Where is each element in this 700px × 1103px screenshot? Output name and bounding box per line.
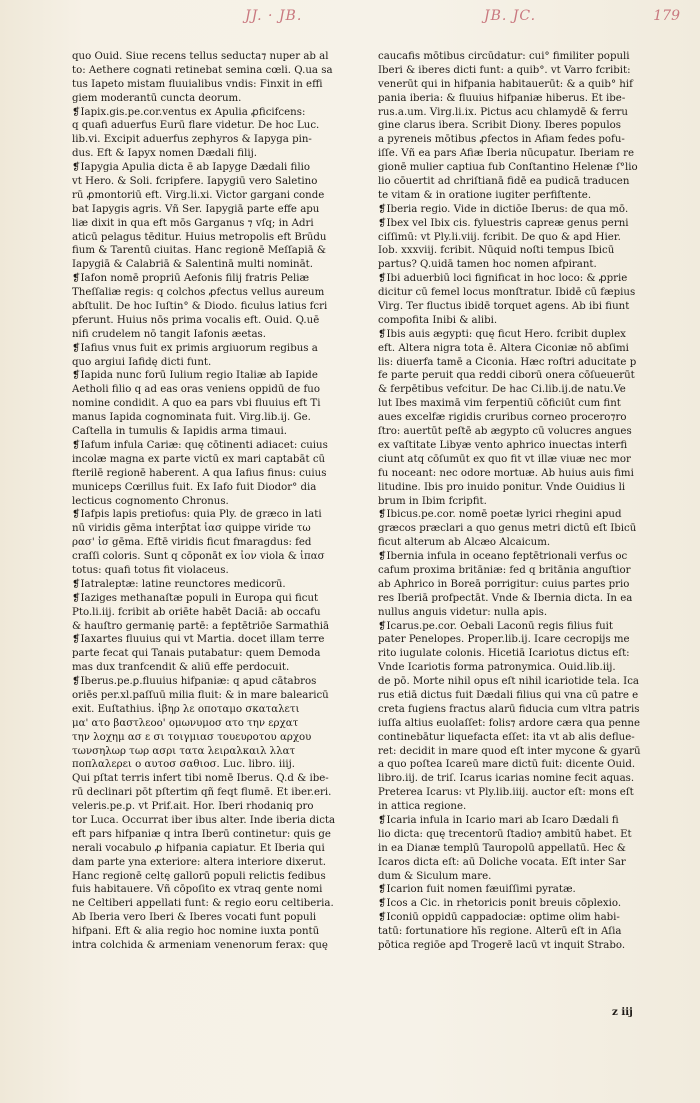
text-line: vt Hero. & Soli. fcripfere. Iapygiū vero Saletino (72, 176, 318, 188)
text-line: continebātur liquefacta eſſet: ita vt ab alis deflue- (378, 731, 635, 743)
text-line: græcos præclari a quo genus metri dictū eſt Ibicū (378, 523, 637, 535)
text-line: compofita Inibi & alibi. (378, 314, 498, 326)
text-line: ficut alterum ab Alcæo Alcaicum. (378, 537, 551, 549)
text-line: ciunt atq cōſumūt ex quo fit vt illæ viuæ nec mor (378, 453, 631, 465)
text-line: Vnde Icariotis forma patronymica. Ouid.lib.iij. (378, 662, 616, 674)
text-line: fuis habitauere. Vñ cōpoſito ex vtraq gente nomi (72, 884, 323, 896)
text-line: Iob. xxxviij. fcribit. Nūquid noſti tempus Ibicū (378, 245, 615, 257)
handwritten-note-left: JJ. · JB. (245, 8, 303, 24)
text-line: ❡Iaziges methanaſtæ populi in Europa qui ficut (72, 592, 319, 604)
text-line: in ea Dianæ templū Tauropolū appellatū. Hec & (378, 842, 626, 854)
text-line: fterilē regionē haberent. A qua Iafius finus: cuius (72, 467, 327, 479)
text-line: eft. Altera nigra tota ē. Altera Ciconiæ nō abſimi (378, 342, 629, 354)
text-line: gine clarus ibera. Scribit Diony. Iberes populos (378, 120, 621, 132)
text-line: fu noceant: nec odore mortuæ. Ab huius auis fimi (378, 467, 634, 479)
text-line: ❡Iatraleptæ: latine reunctores medicorū. (72, 578, 286, 590)
text-line: ❡Iafius vnus fuit ex primis argiuorum regibus a (72, 342, 318, 354)
text-line: incolæ magna ex parte victū ex mari captabāt cū (72, 453, 326, 465)
text-line: ❡Iapida nunc forū Iulium regio Italiæ ab Iapide (72, 370, 318, 382)
text-line: nomine condidit. A quo ea pars vbi fluuius eft Ti (72, 398, 321, 410)
right-text-column (378, 50, 668, 953)
text-line: tor Luca. Occurrat iber ibus alter. Inde iberia dicta (72, 814, 336, 826)
signature-mark: z iij (612, 1006, 633, 1018)
text-line: brum in Ibim fcripfit. (378, 495, 487, 507)
text-line: τωνσηλωρ τωρ ασρι τατα λειραλκαιλ λλατ (72, 745, 296, 757)
text-line: quo Ouid. Siue recens tellus seducta⁊ nuper ab al (72, 51, 329, 62)
text-line: ποπλαλερει ο αυτοσ σαθιοσ. Luc. libro. iiij. (72, 759, 296, 771)
text-line: intra colchida & armeniam venenorum ferax: quę (72, 940, 328, 951)
text-line: Aetholi filio q ad eas oras veniens oppidū de fuo (72, 384, 320, 396)
text-line: gionē mulier captiua fub Conſtantino Helenæ ſ°lio (378, 162, 638, 174)
text-line: partus? Q.uidā tamen hoc nomen afpirant. (378, 259, 597, 271)
text-line: aticū pelagus tēditur. Huius metropolis eft Brūdu (72, 231, 327, 243)
text-line: ❡Icarion fuit nomen fæuiſſimi pyratæ. (378, 884, 576, 896)
text-line: pferunt. Huius nōs prima vocalis eft. Ouid. Q.uē (72, 314, 320, 326)
text-line: quo argiui Iafidę dicti funt. (72, 356, 212, 368)
text-line: oriēs per.xl.paſſuū milia fluit: & in mare balearicū (72, 689, 329, 701)
text-line: ❡Ibernia infula in oceano feptētrionali verfus oc (378, 551, 628, 563)
text-line: nerali vocabulo ꝓ hifpania capiatur. Et Iberia qui (72, 842, 325, 854)
text-line: rū declinari pōt pſtertim qñ feqt flumē. Et iber.eri. (72, 787, 332, 799)
text-line: caucafis mōtibus circūdatur: cui° fimiliter populi (378, 51, 630, 62)
text-line: ❡Iafon nomē propriū Aefonis filij fratris Peliæ (72, 273, 310, 285)
text-line: eft pars hifpaniæ q intra Iberū continetur: quis ge (72, 828, 331, 840)
text-line: Icaros dicta eſt: aū Doliche vocata. Eſt inter Sar (378, 856, 626, 868)
text-line: lecticus cognomento Chronus. (72, 495, 229, 507)
text-line: parte fecat qui Tanais putabatur: quem Demoda (72, 648, 321, 660)
text-line: liæ dixit in qua eft mōs Garganus ⁊ vſq; in Adri (72, 217, 314, 229)
text-line: dus. Eft & Iapyx nomen Dædali filij. (72, 148, 257, 160)
text-line: ret: decidit in mare quod eſt inter mycone & gyarū (378, 745, 641, 757)
text-line: ρασ' ἰσ gēma. Eftē viridis ficut fmaragdus: fed (72, 537, 312, 549)
text-line: ❡Iberus.pe.ꝑ.fluuius hifpaniæ: q apud cātabros (72, 676, 317, 688)
text-line: Pto.li.iij. fcribit ab oriēte habēt Daciā: ab occafu (72, 606, 321, 618)
text-line: ex vaſtitate Libyæ vento aphrico inuectas interfi (378, 439, 628, 451)
text-line: ❡Iapygia Apulia dicta ē ab Iapyge Dædali filio (72, 162, 310, 174)
text-line: rus etiā dictus fuit Dædali filius qui vna cū patre e (378, 689, 639, 701)
text-line: mas dux tranfcendit & aliū effe perdocuit. (72, 662, 290, 674)
text-line: pania iberia: & fluuius hifpaniæ hiberus. Et ibe- (378, 92, 626, 104)
text-line: tus Iapeto mistam fluuialibus vndis: Finxit in effi (72, 78, 323, 90)
text-line: lio cōuertit ad chriſtianā fidē ea pudicā traducen (378, 176, 630, 188)
text-line: creta fugiens fractus alarū fiducia cum vltra patris (378, 703, 640, 715)
text-line: de pō. Morte nihil opus eſt nihil icariotide tela. Ica (378, 676, 639, 688)
text-line: ❡Iafum infula Cariæ: quę cōtinenti adiacet: cuius (72, 439, 328, 451)
text-line: craſſi coloris. Sunt q cōponāt ex ἰον viola & ἰπασ (72, 551, 325, 563)
left-text-column (72, 50, 362, 953)
text-line: ciſſimū: vt Ply.li.viij. fcribit. De quo & apd Hier. (378, 231, 621, 243)
text-line: municeps Cœrillus fuit. Ex Iafo fuit Diodor° dia (72, 481, 317, 493)
text-line: dam parte yna exteriore: altera interiore dixerut. (72, 856, 326, 868)
text-line: fium & Tarentū ciuitas. Hanc regionē Meſſapiā & (72, 245, 326, 257)
text-line: Iberi & iberes dicti funt: a quib°. vt Varro fcribit: (378, 64, 631, 76)
text-line: lib.vi. Excipit aduerfus zephyros & Iapyga pin- (72, 134, 312, 146)
text-line: Virg. Ter fluctus ibidē torquet agens. Ab ibi fiunt (378, 301, 630, 313)
text-line: pater Penelopes. Proper.lib.ij. Icare cecropijs me (378, 634, 630, 646)
text-line: veleris.pe.ꝑ. vt Prif.ait. Hor. Iberi rhodaniq pro (72, 801, 314, 813)
text-line: ❡Icarus.pe.cor. Oebali Laconū regis filius fuit (378, 620, 614, 632)
text-line: dicitur cū femel locus monſtratur. Ibidē cū fæpius (378, 287, 636, 299)
text-line: rū ꝓmontoriū eft. Virg.li.xi. Victor gargani conde (72, 189, 325, 201)
text-line: nullus anguis videtur: nulla apis. (378, 606, 548, 618)
text-line: lio dicta: quę trecentorū ſtadio⁊ ambitū habet. Et (378, 828, 632, 840)
folio-number: 179 (653, 8, 680, 24)
text-line: ❡Ibi aduerbiū loci fignificat in hoc loco: & ꝓprie (378, 273, 628, 285)
text-line: manus Iapida cognominata fuit. Virg.lib.ij. Ge. (72, 412, 311, 424)
text-line: fe parte peruit qua reddi ciborū onera cōſueuerūt (378, 370, 635, 382)
text-line: Iapygiā & Calabriā & Salentinā multi nomināt. (72, 259, 314, 271)
text-line: litudine. Ibis pro inuido ponitur. Vnde Ouidius li (378, 481, 626, 493)
text-line: ❡Iapix.gis.pe.cor.ventus ex Apulia ꝓficifcens: (72, 106, 306, 118)
text-line: q quafi aduerfus Eurū flare videtur. De hoc Luc. (72, 120, 320, 132)
text-line: μα' ατο βαστλεοο' ομωνυμοσ ατο την ερχατ (72, 717, 299, 729)
text-line: ❡Ibis auis ægypti: quę ficut Hero. fcribit duplex (378, 328, 626, 340)
text-line: pōtica regiōe apd Trogerē lacū vt inquit Strabo. (378, 940, 626, 951)
text-line: ❡Icaria infula in Icario mari ab Icaro Dædali fi (378, 814, 619, 826)
text-line: cafum proxima britāniæ: fed q britānia anguſtior (378, 564, 631, 576)
text-line: res Iberiā profpectāt. Vnde & Ibernia dicta. In ea (378, 592, 633, 604)
text-line: abſtulit. De hoc Iuſtin° & Diodo. ficulus latius fcri (72, 301, 328, 313)
text-line: hifpani. Eft & alia regio hoc nomine iuxta pontū (72, 926, 320, 938)
text-line: Qui pſtat terris infert tibi nomē Iberus. Q.d & ibe- (72, 773, 329, 785)
text-line: lut Ibes maximā vim ferpentiū cōficiūt cum fint (378, 398, 621, 410)
text-line: totus: quafi totus fit violaceus. (72, 564, 229, 576)
text-line: venerūt qui in hifpania habitauerūt: & a quib° hif (378, 78, 633, 90)
text-line: exit. Euſtathius. ἰβηρ λε οποταμο σκαταλετι (72, 703, 300, 715)
text-line: libro.iij. de triſ. Icarus icarias nomine fecit aquas. (378, 773, 635, 785)
text-line: aues excelfæ rigidis cruribus corneo procero⁊ro (378, 412, 627, 424)
text-line: ❡Icos a Cic. in rhetoricis ponit breuis cōplexio. (378, 898, 622, 910)
text-line: ❡Ibex vel Ibix cis. fyluestris capreæ genus perni (378, 217, 629, 229)
text-line: Preterea Icarus: vt Ply.lib.iiij. auctor eſt: mons eſt (378, 787, 634, 799)
text-line: ❡Ibicus.pe.cor. nomē poetæ lyrici rhegini apud (378, 509, 622, 521)
text-line: a pyreneis mōtibus ꝓfectos in Afiam fedes pofu- (378, 134, 625, 146)
text-line: ab Aphrico in Boreā porrigitur: cuius partes prio (378, 578, 630, 590)
text-line: Hanc regionē celtę gallorū populi relictis fedibus (72, 870, 326, 882)
text-line: giem moderantū cuncta deorum. (72, 92, 242, 104)
text-line: bat Iapygis agris. Vñ Ser. Iapygiā parte effe apu (72, 203, 320, 215)
text-line: iuſſa altius euolaſſet: folis⁊ ardore cæra qua penne (378, 717, 641, 729)
text-line: to: Aethere cognati retinebat semina cœli. Q.ua sa (72, 64, 333, 76)
text-line: & ferpētibus vefcitur. De hac Ci.lib.ij.de natu.Ve (378, 384, 626, 396)
text-line: rus.a.um. Virg.li.ix. Pictus acu chlamydē & ferru (378, 106, 628, 118)
text-line: & hauſtro germanię partē: a feptētriōe Sarmathiā (72, 620, 330, 632)
text-line: Caſtella in tumulis & Iapidis arma timaui. (72, 426, 287, 438)
text-line: Ab Iberia vero Iberi & Iberes vocati funt populi (72, 912, 317, 924)
text-line: rito iugulate colonis. Hicetiā Icariotus dictus eſt: (378, 648, 630, 660)
text-line: ❡Iaxartes fluuius qui vt Martia. docet illam terre (72, 634, 325, 646)
text-line: lis: diuerfa tamē a Ciconia. Hæc roſtri aducitate p (378, 356, 637, 368)
text-line: in attica regione. (378, 801, 467, 813)
text-line: te vitam & in oratione iugiter perfiſtente. (378, 189, 592, 201)
text-line: dum & Siculum mare. (378, 870, 492, 882)
text-line: Theſſaliæ regis: q colchos ꝓfectus vellus aureum (72, 287, 325, 299)
text-line: nū viridis gēma interp̄tat ἰασ quippe viride τω (72, 523, 311, 535)
text-line: ſtro: auertūt peſtē ab ægypto cū volucres angues (378, 426, 632, 438)
text-line: nifi crudelem nō tangit Iafonis æetas. (72, 328, 267, 340)
text-line: ❡Iberia regio. Vide in dictiōe Iberus: de qua mō. (378, 203, 629, 215)
text-line: a quo poſtea Icareū mare dictū fuit: dicente Ouid. (378, 759, 636, 771)
text-line: iſſe. Vñ ea pars Afiæ Iberia nūcupatur. Iberiam re (378, 148, 634, 160)
text-line: tatū: fortunatiore hīs regione. Alterū eſt in Aſia (378, 926, 622, 938)
text-line: ❡Iconiū oppidū cappadociæ: optime olim habi- (378, 912, 620, 924)
text-line: ❡Iafpis lapis pretiofus: quia Ply. de græco in lati (72, 509, 322, 521)
handwritten-note-right: JB. JC. (484, 8, 537, 24)
text-line: ne Celtiberi appellati funt: & regio eoru celtiberia. (72, 898, 334, 910)
text-line: την λοχημ ασ ε σι τοιγμιασ τουευροτου αρχου (72, 731, 312, 743)
